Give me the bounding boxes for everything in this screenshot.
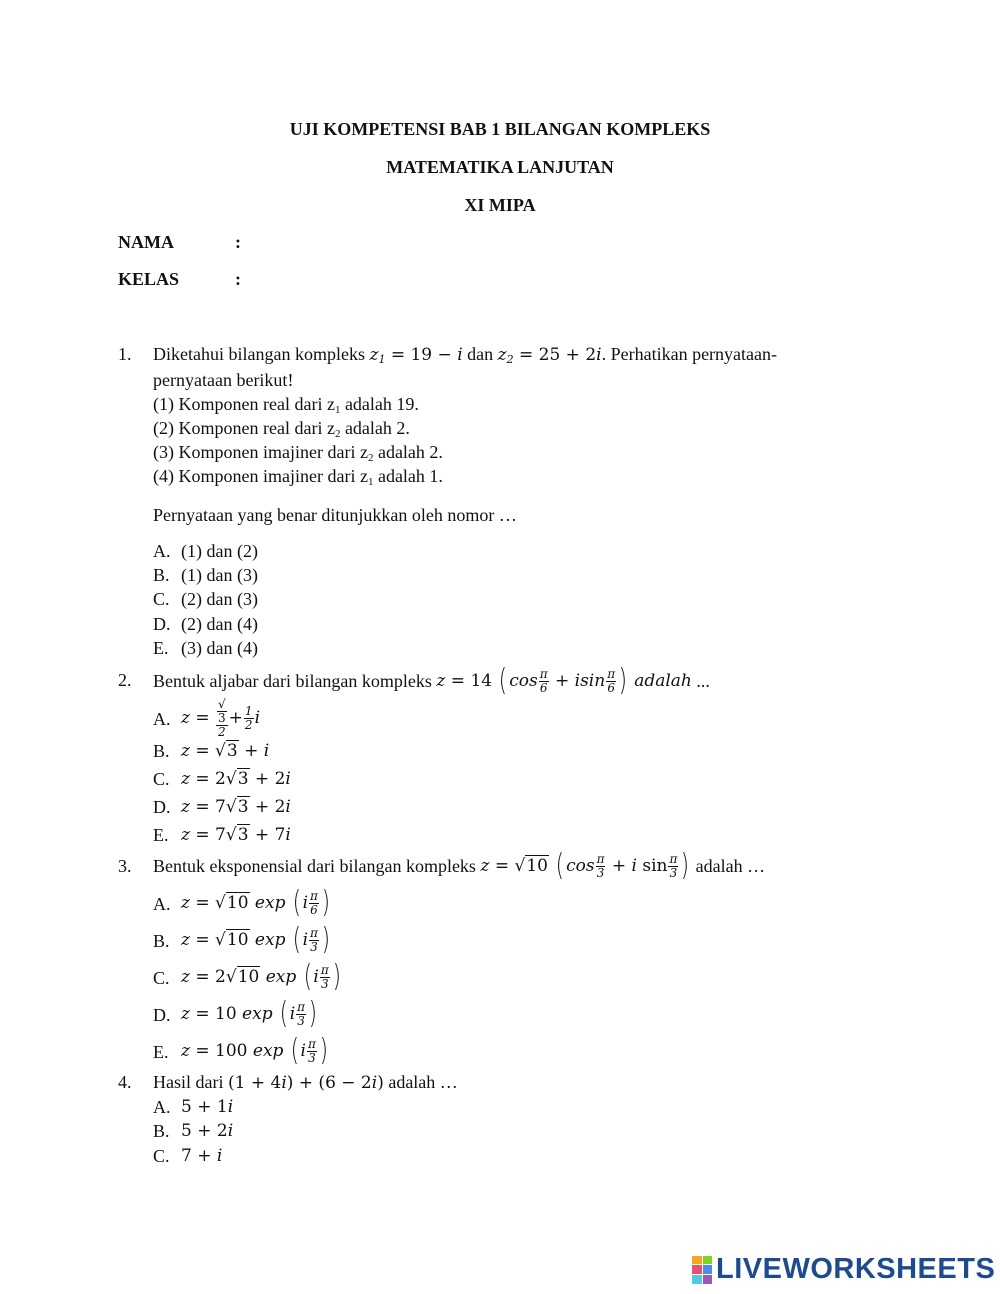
q4-number: 4. xyxy=(118,1072,132,1092)
title-line-2: MATEMATIKA LANJUTAN xyxy=(386,157,614,177)
q3-option-a[interactable]: z = √10 exp ( i $\frac{\pi}{6}$ ) xyxy=(181,885,330,920)
q2-option-letter[interactable]: D. xyxy=(153,797,171,817)
q3-option-c[interactable]: z = 2√10 exp ( i $\frac{\pi}{3}$ ) xyxy=(181,959,341,994)
q3-tail: adalah … xyxy=(695,855,766,876)
q4-text: Hasil dari xyxy=(153,1072,224,1092)
q2-option-letter[interactable]: B. xyxy=(153,741,170,761)
q1-intro-c: pernyataan berikut! xyxy=(153,370,294,390)
q3-option-letter[interactable]: A. xyxy=(153,894,171,914)
q4-option-letter[interactable]: B. xyxy=(153,1121,170,1141)
q1-prompt: Pernyataan yang benar ditunjukkan oleh nomor … xyxy=(153,505,517,525)
kelas-colon: : xyxy=(235,269,241,289)
q4-question xyxy=(153,1072,458,1093)
q1-option-letter[interactable]: B. xyxy=(153,565,170,585)
q1-intro-a: Diketahui bilangan kompleks xyxy=(153,344,365,364)
q4-option-letter[interactable]: C. xyxy=(153,1146,170,1166)
q1-statement: (3) Komponen imajiner dari $z_2$ adalah 2. xyxy=(153,442,443,464)
nama-colon: : xyxy=(235,232,241,252)
q3-option-letter[interactable]: B. xyxy=(153,931,170,951)
q2-option-c[interactable]: z = 2√3 + 2i xyxy=(181,769,291,789)
q1-z1-formula: $z_1 = 19 - i$ xyxy=(369,345,463,366)
q1-intro-b: . Perhatikan pernyataan- xyxy=(601,344,778,364)
q2-option-a[interactable]: z = √ 3 2 + $\frac{1}{2}$ i xyxy=(181,696,260,739)
q3-option-d[interactable]: z = 10 exp ( i $\frac{\pi}{3}$ ) xyxy=(181,996,318,1031)
q2-question xyxy=(153,664,710,698)
q3-option-letter[interactable]: C. xyxy=(153,968,170,988)
q3-option-e[interactable]: z = 100 exp ( i $\frac{\pi}{3}$ ) xyxy=(181,1033,328,1068)
q4-tail: adalah … xyxy=(388,1072,458,1092)
q3-text: Bentuk eksponensial dari bilangan kompleks xyxy=(153,855,476,876)
q1-option-letter[interactable]: C. xyxy=(153,589,170,609)
q2-option-letter[interactable]: E. xyxy=(153,825,169,845)
q2-tail: ... xyxy=(696,670,710,691)
q3-option-letter[interactable]: D. xyxy=(153,1005,171,1025)
q1-intro-dan: dan xyxy=(467,344,494,364)
q1-option-text[interactable]: (2) dan (4) xyxy=(181,614,258,634)
q4-option-b[interactable]: 5 + 2i xyxy=(181,1121,234,1141)
q4-option-a[interactable]: 5 + 1i xyxy=(181,1097,234,1117)
q1-option-letter[interactable]: A. xyxy=(153,541,171,561)
q1-intro xyxy=(153,344,777,365)
q3-option-b[interactable]: z = √10 exp ( i $\frac{\pi}{3}$ ) xyxy=(181,922,330,957)
q2-option-e[interactable]: z = 7√3 + 7i xyxy=(181,825,291,845)
q1-option-text[interactable]: (1) dan (3) xyxy=(181,565,258,585)
title-line-1: UJI KOMPETENSI BAB 1 BILANGAN KOMPLEKS xyxy=(289,119,711,139)
q1-option-text[interactable]: (3) dan (4) xyxy=(181,638,258,658)
q2-option-b[interactable]: z = √3 + i xyxy=(181,741,270,761)
q3-option-letter[interactable]: E. xyxy=(153,1042,169,1062)
q1-number: 1. xyxy=(118,344,132,364)
q4-option-c[interactable]: 7 + i xyxy=(181,1146,223,1166)
q3-number: 3. xyxy=(118,856,132,876)
q1-option-letter[interactable]: E. xyxy=(153,638,169,658)
q2-number: 2. xyxy=(118,670,132,690)
q3-formula: z = √10 ( cos $\frac{\pi}{3}$ + i sin $\frac{\pi}{3}$ ) xyxy=(480,848,690,883)
q4-formula: (1 + 4i) + (6 − 2i) xyxy=(227,1073,384,1093)
q4-option-letter[interactable]: A. xyxy=(153,1097,171,1117)
liveworksheets-logo xyxy=(692,1253,995,1286)
q2-text: Bentuk aljabar dari bilangan kompleks xyxy=(153,670,432,691)
q1-option-letter[interactable]: D. xyxy=(153,614,171,634)
q1-option-text[interactable]: (2) dan (3) xyxy=(181,589,258,609)
q1-option-text[interactable]: (1) dan (2) xyxy=(181,541,258,561)
liveworksheets-logo-icon xyxy=(692,1256,712,1284)
q1-z2-formula: $z_2 = 25 + 2i$ xyxy=(497,345,602,366)
q2-formula: z = 14 ( cos $\frac{\pi}{6}$ + isin $\frac{\pi}{6}$ ) adalah xyxy=(436,663,692,698)
title-line-3: XI MIPA xyxy=(464,195,536,215)
q2-option-d[interactable]: z = 7√3 + 2i xyxy=(181,797,291,817)
q2-option-letter[interactable]: C. xyxy=(153,769,170,789)
q1-statement: (2) Komponen real dari $z_2$ adalah 2. xyxy=(153,418,410,440)
q1-statement: (4) Komponen imajiner dari $z_1$ adalah 1. xyxy=(153,466,443,488)
liveworksheets-logo-text: LIVEWORKSHEETS xyxy=(716,1253,996,1285)
q2-option-letter[interactable]: A. xyxy=(153,709,171,729)
q1-statement: (1) Komponen real dari $z_1$ adalah 19. xyxy=(153,394,419,416)
nama-label: NAMA xyxy=(118,232,174,252)
kelas-label: KELAS xyxy=(118,269,180,289)
q3-question xyxy=(153,849,765,883)
